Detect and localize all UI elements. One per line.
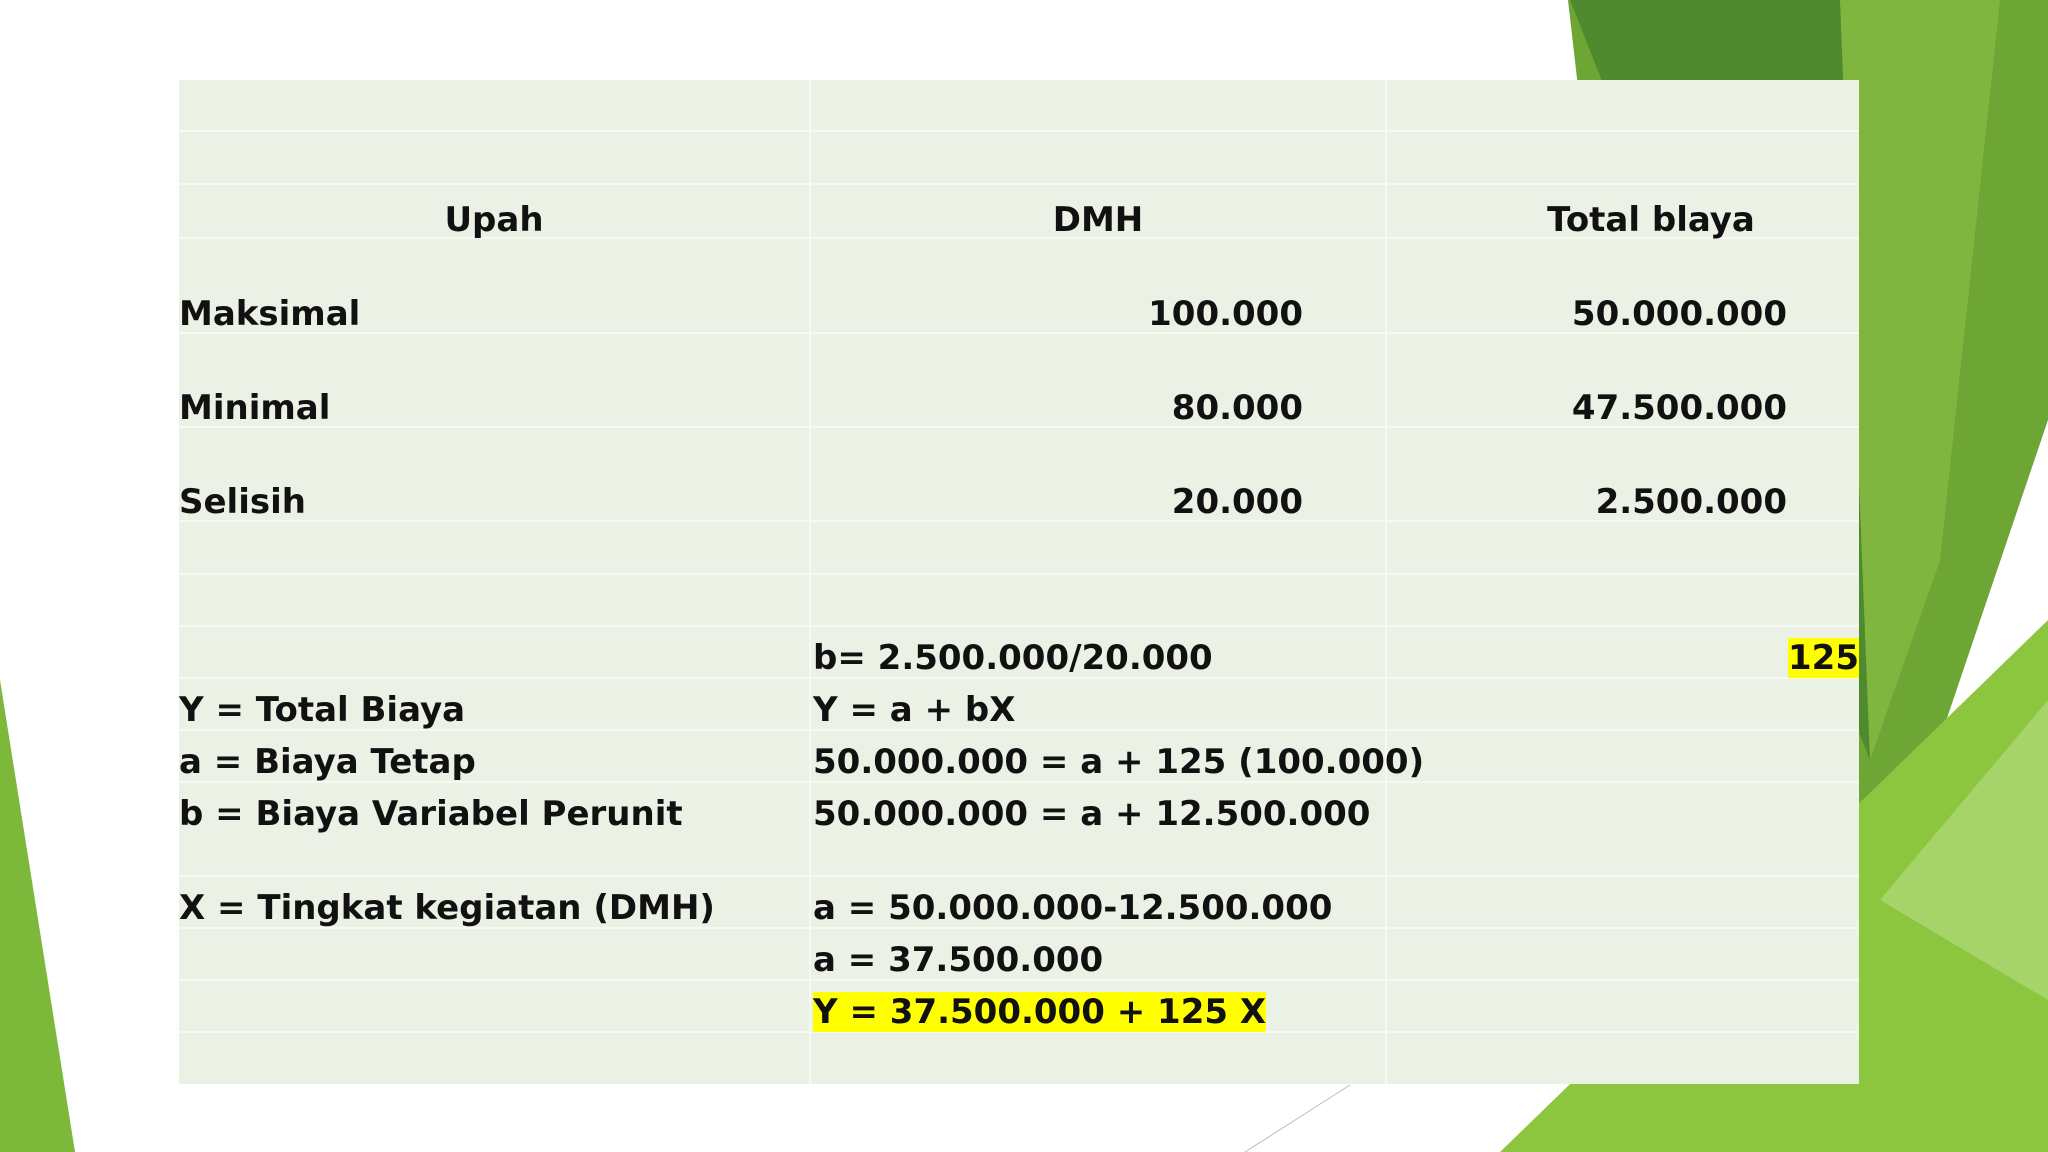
row-dmh-minimal: 80.000 — [1171, 388, 1303, 428]
step-4: a = 50.000.000-12.500.000 — [813, 888, 1333, 928]
legend-y: Y = Total Biaya — [179, 690, 466, 730]
row-dmh-maksimal: 100.000 — [1148, 294, 1303, 334]
row-total-selisih: 2.500.000 — [1595, 482, 1787, 522]
header-upah: Upah — [444, 200, 544, 240]
header-dmh: DMH — [1052, 200, 1144, 240]
row-total-maksimal: 50.000.000 — [1571, 294, 1787, 334]
row-label-maksimal: Maksimal — [179, 294, 361, 334]
green-shape-left — [0, 680, 75, 1152]
thin-decor-line — [1245, 1085, 1350, 1152]
step-3: 50.000.000 = a + 12.500.000 — [813, 794, 1371, 834]
header-total-biaya: Total blaya — [1547, 200, 1755, 240]
legend-b: b = Biaya Variabel Perunit — [179, 794, 683, 834]
row-label-minimal: Minimal — [179, 388, 331, 428]
step-5: a = 37.500.000 — [813, 940, 1104, 980]
legend-a: a = Biaya Tetap — [179, 742, 476, 782]
row-dmh-selisih: 20.000 — [1171, 482, 1303, 522]
spreadsheet-table — [179, 80, 1859, 1084]
b-value-highlight: 125 — [1788, 638, 1859, 678]
row-total-minimal: 47.500.000 — [1571, 388, 1787, 428]
step-2: 50.000.000 = a + 125 (100.000) — [813, 742, 1425, 782]
b-formula: b= 2.500.000/20.000 — [813, 638, 1213, 678]
step-1: Y = a + bX — [813, 690, 1016, 730]
row-label-selisih: Selisih — [179, 482, 306, 522]
final-equation-highlight: Y = 37.500.000 + 125 X — [813, 992, 1267, 1032]
legend-x: X = Tingkat kegiatan (DMH) — [179, 888, 715, 928]
